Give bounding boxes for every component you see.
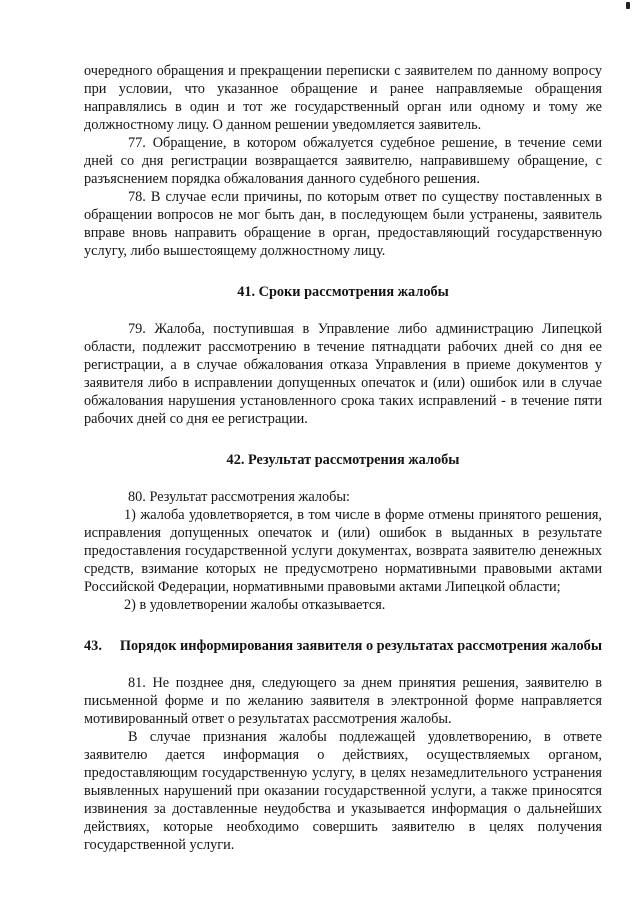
list-item-1: 1) жалоба удовлетворяется, в том числе в форме отмены принятого решения, исправления допущенных опечаток и (или) ошибок в выданных в результате предоставления государственной услуги документах, возврата заявителю денежных средств, взимание которых не предусмотрено нормативными правовыми актами Российской Федерации, нормативными правовыми актами Липецкой области; (84, 507, 602, 595)
paragraph-79: 79. Жалоба, поступившая в Управление либо администрацию Липецкой области, подлежит рассмотрению в течение пятнадцати рабочих дней со дня ее регистрации, а в случае обжалования отказа Управления в приеме документов у заявителя либо в исправлении допущенных опечаток и (или) ошибок или в случае обжалования нарушения установленного срока таких исправлений - в течение пяти рабочих дней со дня ее регистрации. (84, 321, 602, 427)
heading-41: 41. Сроки рассмотрения жалобы (237, 284, 449, 300)
paragraph-78: 78. В случае если причины, по которым ответ по существу поставленных в обращении вопросов не мог быть дан, в последующем были устранены, заявитель вправе вновь направить обращение в орган, предоставляющий государственную услугу, либо вышестоящему должностному лицу. (84, 189, 602, 259)
heading-43-text: Порядок информирования заявителя о результатах рассмотрения жалобы (119, 638, 602, 654)
heading-43 (84, 637, 602, 655)
paragraph-80: 80. Результат рассмотрения жалобы: (128, 489, 350, 505)
paragraph-77: 77. Обращение, в котором обжалуется судебное решение, в течение семи дней со дня регистрации возвращается заявителю, направившему обращение, с разъяснением порядка обжалования данного судебного решения. (84, 135, 602, 187)
heading-42: 42. Результат рассмотрения жалобы (226, 452, 460, 468)
document-body (84, 62, 602, 854)
heading-43-number: 43. (84, 638, 102, 654)
list-item-2: 2) в удовлетворении жалобы отказывается. (124, 597, 386, 613)
paragraph-continued: очередного обращения и прекращении переписки с заявителем по данному вопросу при условии, что указанное обращение и ранее направляемые обращения направлялись в один и тот же государственный орган или одному и тому же должностному лицу. О данном решении уведомляется заявитель. (84, 63, 602, 133)
paragraph-81: 81. Не позднее дня, следующего за днем принятия решения, заявителю в письменной форме и по желанию заявителя в электронной форме направляется мотивированный ответ о результатах рассмотрения жалобы. (84, 675, 602, 727)
paragraph-81-continuation: В случае признания жалобы подлежащей удовлетворению, в ответе заявителю дается информация о действиях, осуществляемых органом, предоставляющим государственную услугу, в целях незамедлительного устранения выявленных нарушений при оказании государственной услуги, а также приносятся извинения за доставленные неудобства и указывается информация о дальнейших действиях, которые необходимо совершить заявителю в целях получения государственной услуги. (84, 729, 602, 853)
scan-mark (626, 2, 630, 9)
